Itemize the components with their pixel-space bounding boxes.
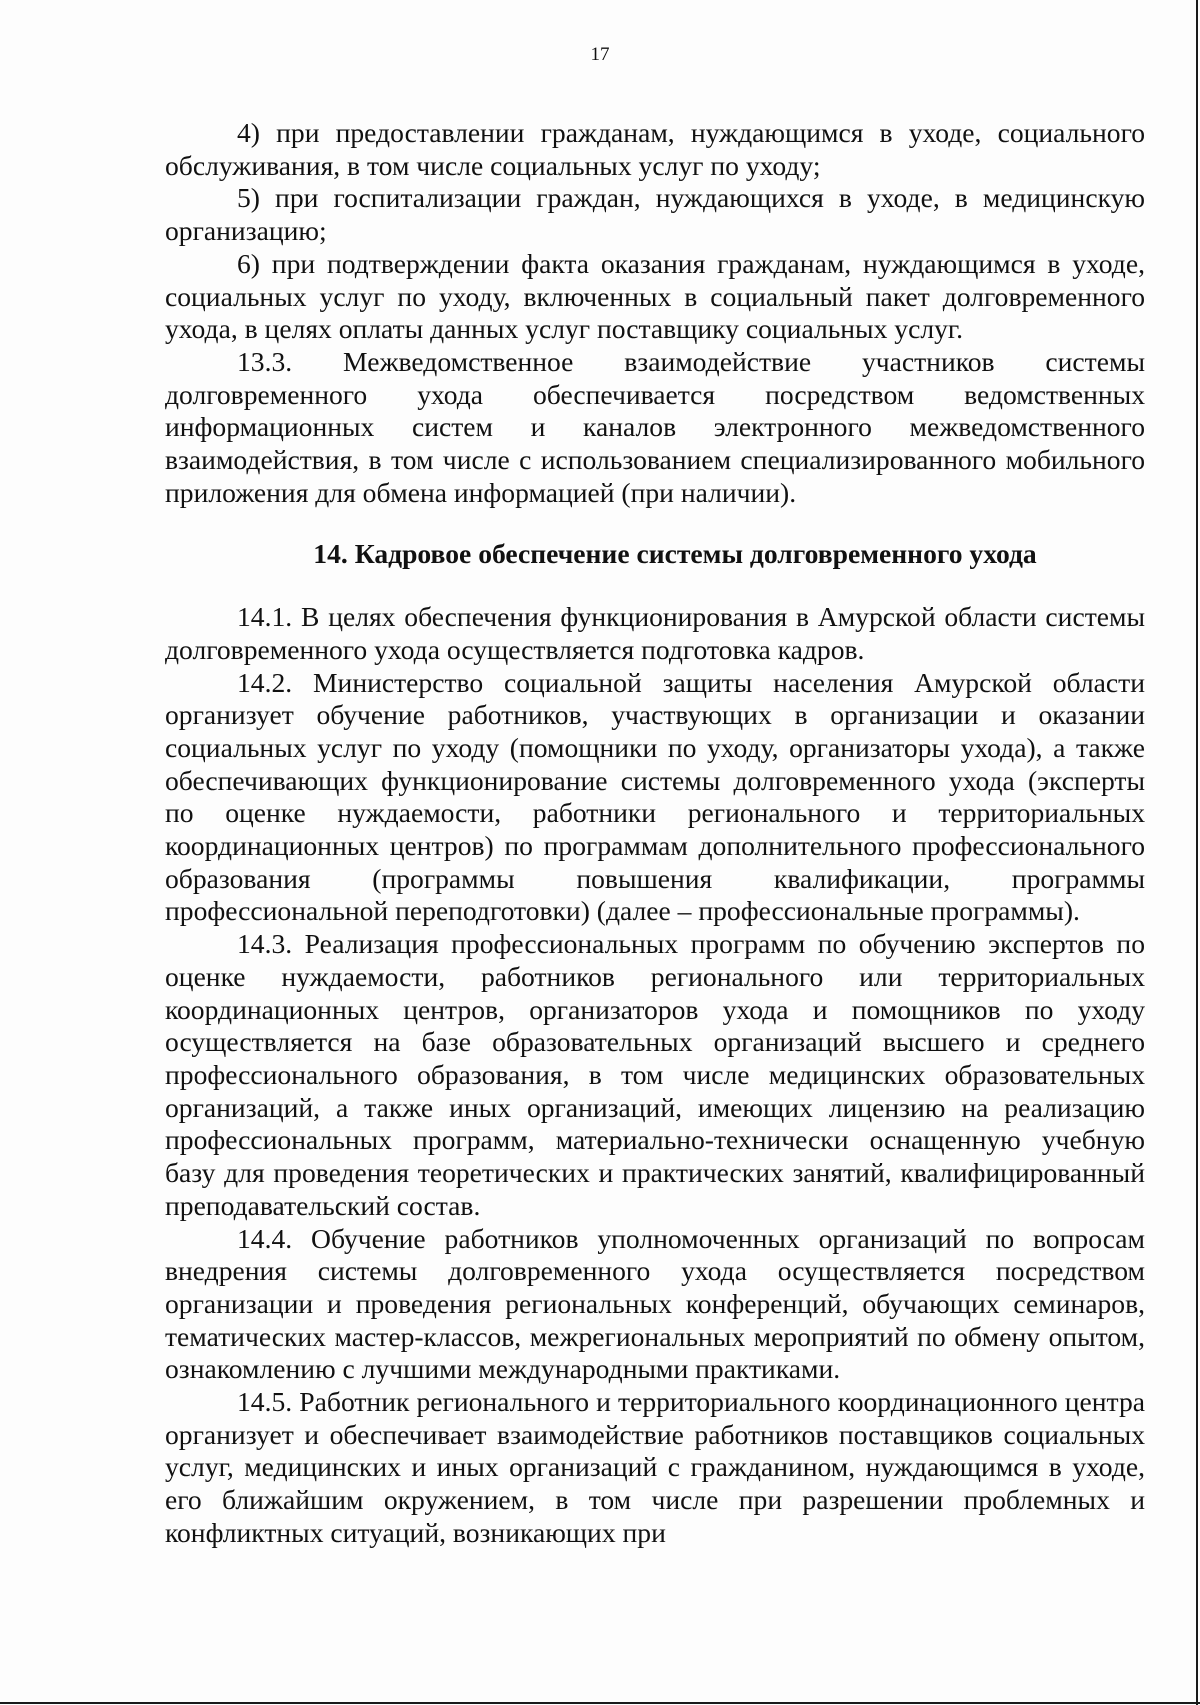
paragraph: 14.5. Работник регионального и территориального координационного центра организует и обеспечивает взаимодействие работников поставщиков социальных услуг, медицинских и иных организаций с гражданином, нуждающимся в уходе, его ближайшим окружением, в том числе при разрешении проблемных и конфликтных ситуаций, возникающих при	[165, 1386, 1145, 1548]
paragraph: 5) при госпитализации граждан, нуждающихся в уходе, в медицинскую организацию;	[165, 182, 1145, 247]
paragraph: 4) при предоставлении гражданам, нуждающимся в уходе, социального обслуживания, в том числе социальных услуг по уходу;	[165, 117, 1145, 181]
paragraph: 14.1. В целях обеспечения функционирования в Амурской области системы долговременного ухода осуществляется подготовка кадров.	[165, 601, 1145, 665]
paragraph: 14.4. Обучение работников уполномоченных организаций по вопросам внедрения системы долговременного ухода осуществляется посредством организации и проведения региональных конференций, обучающих семинаров, тематических мастер-классов, межрегиональных мероприятий по обмену опытом, ознакомлению с лучшими международными практиками.	[165, 1222, 1145, 1385]
paragraph: 13.3. Межведомственное взаимодействие участников системы долговременного ухода обеспечивается посредством ведомственных информационных систем и каналов электронного межведомственного взаимодействия, в том числе с использованием специализированного мобильного приложения для обмена информацией (при наличии).	[165, 345, 1145, 508]
section-heading: 14. Кадровое обеспечение системы долговременного ухода	[313, 538, 1037, 570]
paragraph: 14.3. Реализация профессиональных программ по обучению экспертов по оценке нуждаемости, работников регионального или территориальных координационных центров, организаторов ухода и помощников по уходу осуществляется на базе образовательных организаций высшего и среднего профессионального образования, в том числе медицинских образовательных организаций, а также иных организаций, имеющих лицензию на реализацию профессиональных программ, материально-технически оснащенную учебную базу для проведения теоретических и практических занятий, квалифицированный преподавательский состав.	[165, 928, 1145, 1221]
document-body	[165, 117, 1145, 1550]
scan-edge-bottom	[0, 1702, 1200, 1704]
paragraph: 6) при подтверждении факта оказания гражданам, нуждающимся в уходе, социальных услуг по уходу, включенных в социальный пакет долговременного ухода, в целях оплаты данных услуг поставщику социальных услуг.	[165, 247, 1145, 345]
scan-edge-right	[1196, 0, 1198, 1705]
page-number: 17	[590, 44, 610, 65]
paragraph: 14.2. Министерство социальной защиты населения Амурской области организует обучение работников, участвующих в организации и оказании социальных услуг по уходу (помощники по уходу, организаторы ухода), а также обеспечивающих функционирование системы долговременного ухода (эксперты по оценке нуждаемости, работники регионального и территориальных координационных центров) по программам дополнительного профессионального образования (программы повышения квалификации, программы профессиональной переподготовки) (далее – профессиональные программы).	[165, 666, 1145, 927]
